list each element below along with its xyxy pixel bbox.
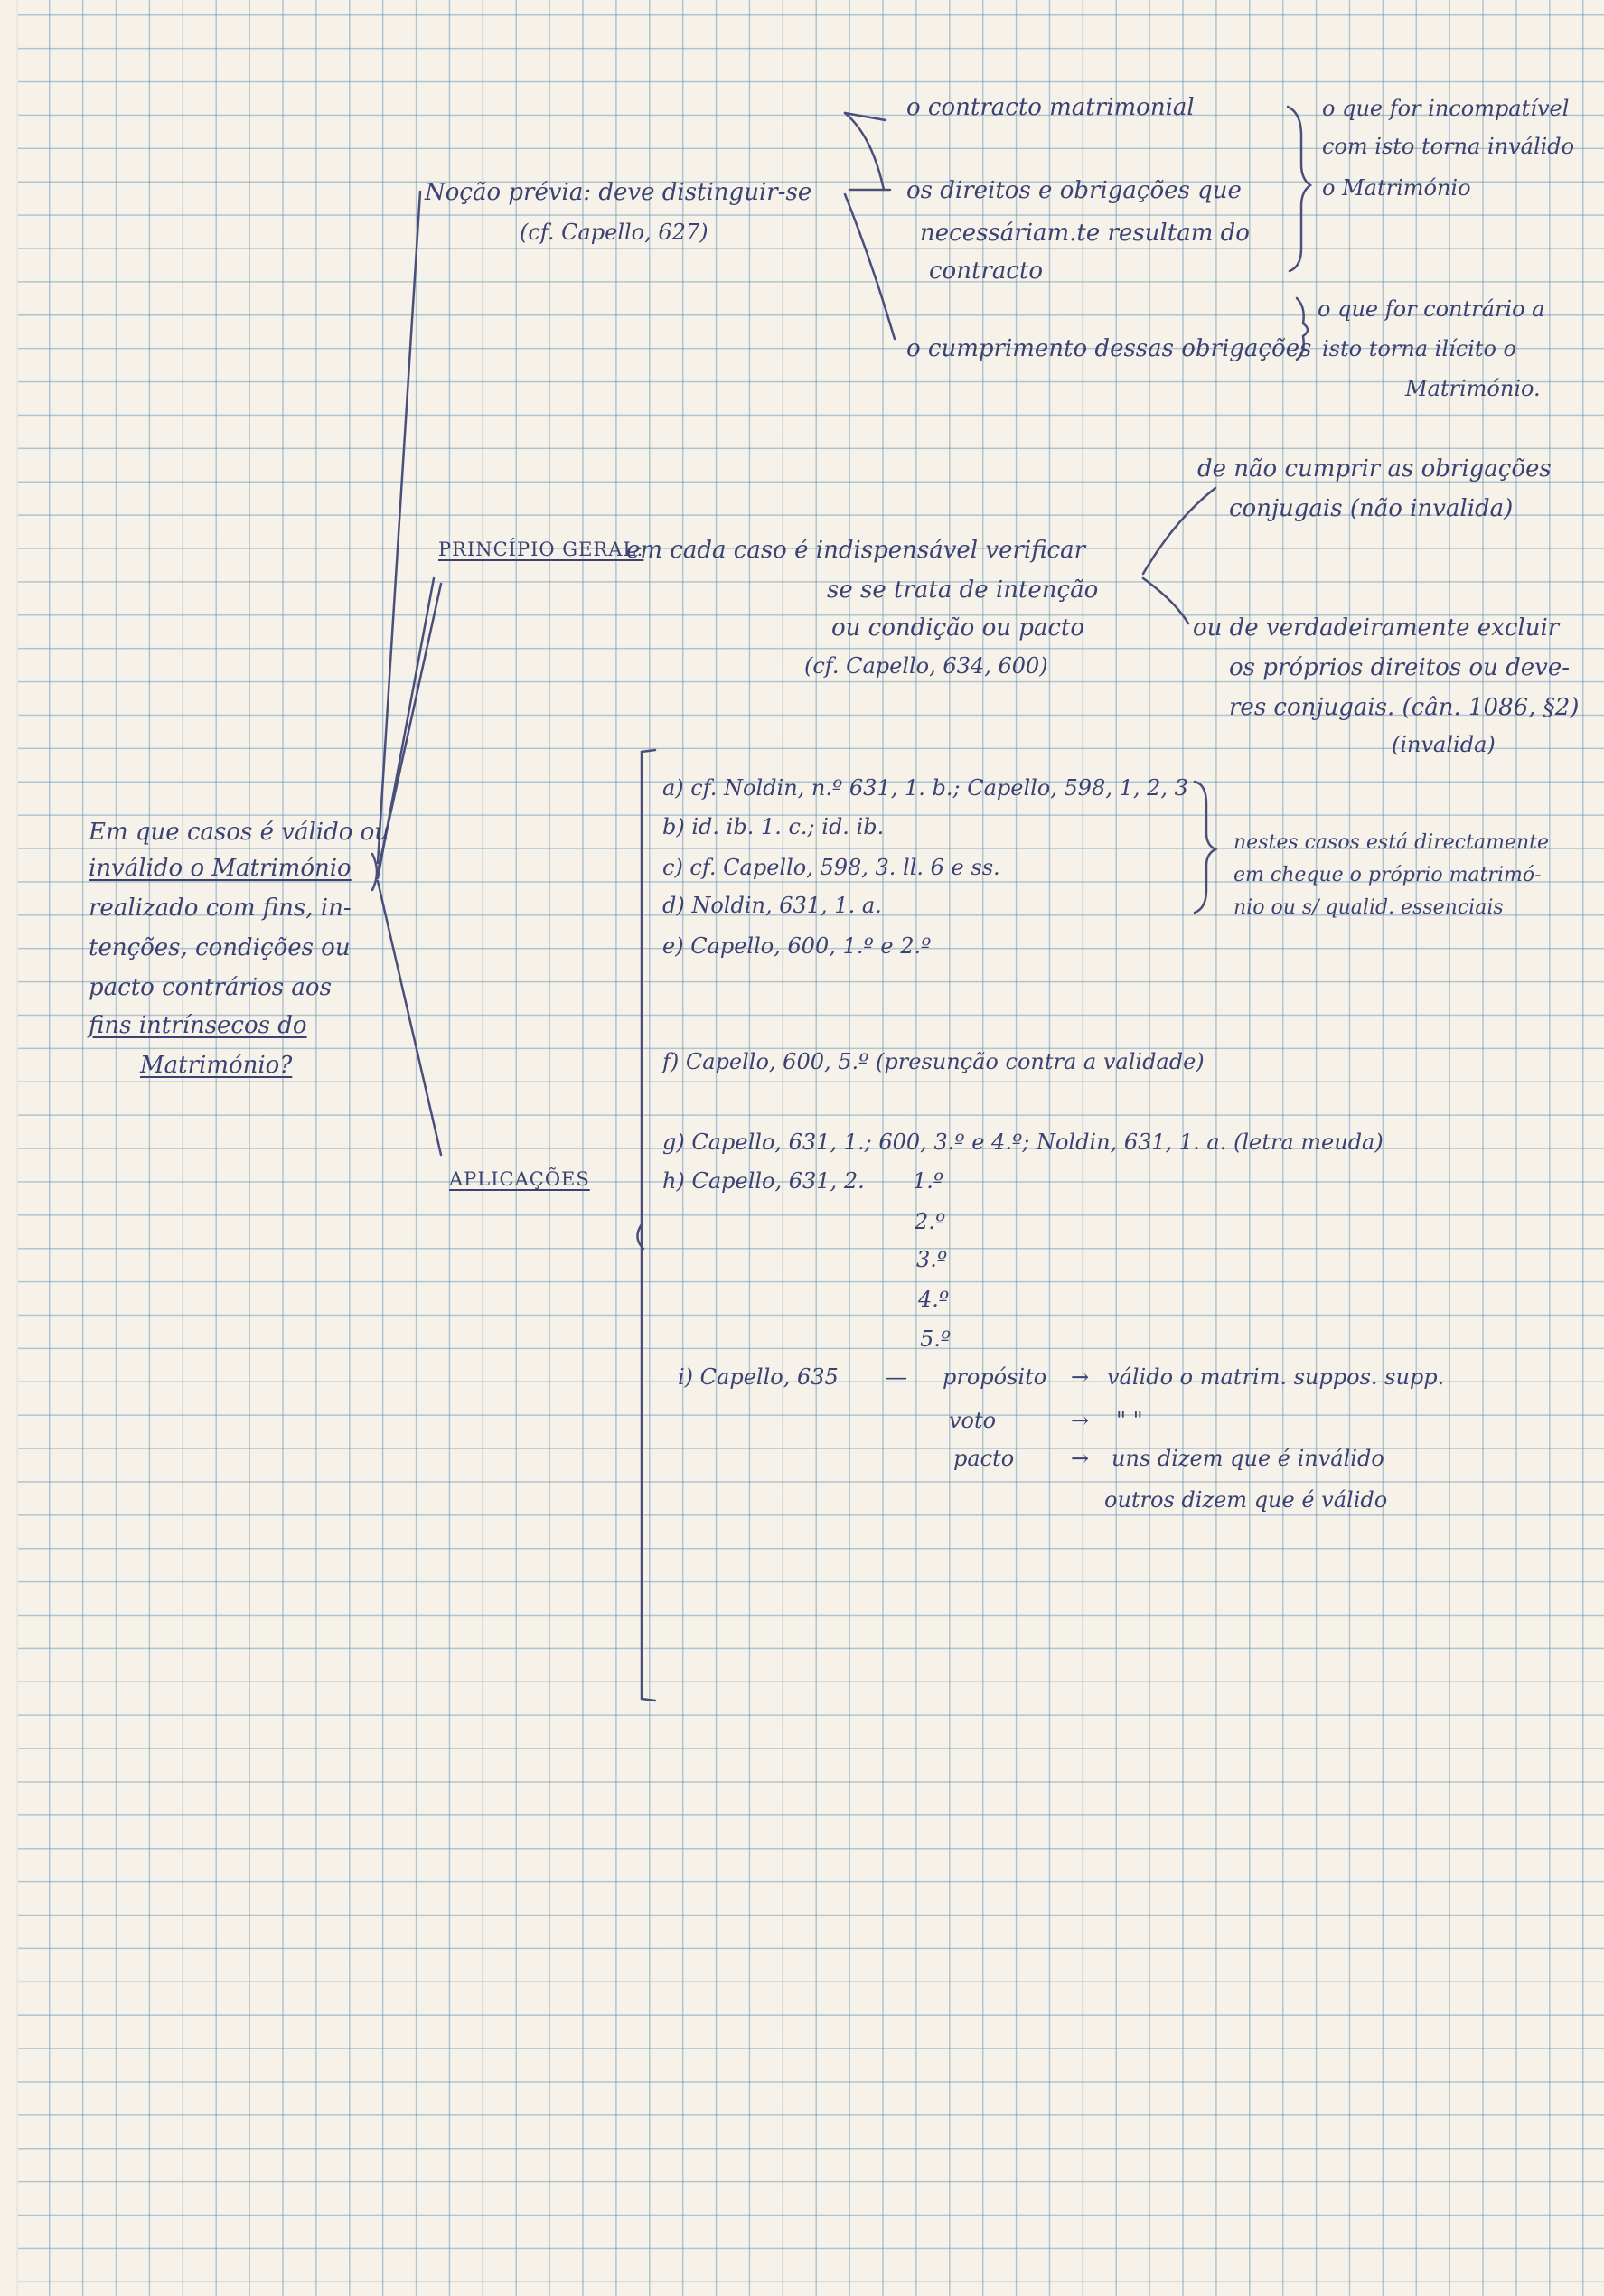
aplicacao-i-result-3: uns dizem que é inválido [1112, 1446, 1384, 1471]
principio-line-1: em cada caso é indispensável verificar [626, 537, 1086, 564]
aplicacao-g: g) Capello, 631, 1.; 600, 3.º e 4.º; Noldin, 631, 1. a. (letra meuda) [662, 1129, 1384, 1155]
aplicacao-i-arrow-2: → [1071, 1408, 1090, 1433]
nocao-note-1a: o que for incompatível [1322, 96, 1570, 121]
question-line-1: Em que casos é válido ou [89, 819, 390, 846]
aplicacao-h: h) Capello, 631, 2. [662, 1168, 865, 1194]
principio-option-2a: ou de verdadeiramente excluir [1193, 614, 1560, 642]
nocao-note-2b: isto torna ilícito o [1322, 336, 1516, 361]
principio-line-3: ou condição ou pacto [831, 614, 1085, 642]
aplicacao-i: i) Capello, 635 [678, 1364, 839, 1390]
right-brace-1 [1288, 107, 1310, 271]
aplicacao-i-result-1: válido o matrim. suppos. supp. [1107, 1364, 1445, 1390]
principio-option-1a: de não cumprir as obrigações [1197, 455, 1552, 483]
nocao-branch-2b: necessáriam.te resultam do [920, 220, 1250, 247]
aplicacao-i-label-2: voto [949, 1408, 997, 1433]
aplicacao-d: d) Noldin, 631, 1. a. [662, 893, 882, 918]
nocao-branch-3: o cumprimento dessas obrigações [906, 335, 1312, 362]
question-line-5: pacto contrários aos [89, 974, 332, 1001]
nocao-note-2a: o que for contrário a [1318, 296, 1545, 322]
question-line-7: Matrimónio? [140, 1052, 293, 1079]
aplicacao-i-arrow-3: → [1071, 1446, 1090, 1471]
principio-heading: PRINCÍPIO GERAL: [438, 539, 644, 560]
nocao-note-2c: Matrimónio. [1405, 376, 1541, 401]
aplicacao-i-arrow-1: → [1071, 1364, 1090, 1390]
aplicacoes-bracket [642, 750, 655, 1701]
question-brace [372, 854, 377, 890]
aplicacao-a: a) cf. Noldin, n.º 631, 1. b.; Capello, 598, 1, 2, 3 [662, 775, 1188, 801]
nocao-ref: (cf. Capello, 627) [520, 220, 708, 245]
principio-option-2b: os próprios direitos ou deve- [1229, 654, 1570, 681]
nocao-note-1c: o Matrimónio [1322, 175, 1471, 201]
question-line-2: inválido o Matrimónio [89, 855, 352, 882]
nocao-upper [845, 113, 884, 190]
aplicacoes-heading: APLICAÇÕES [449, 1168, 590, 1190]
fan-line-aplicacoes [378, 881, 441, 1155]
ae-brace [1195, 782, 1215, 913]
question-line-6: fins intrínsecos do [89, 1012, 307, 1039]
principio-ref: (cf. Capello, 634, 600) [804, 653, 1048, 679]
aplicacao-b: b) id. ib. 1. c.; id. ib. [662, 814, 885, 839]
nocao-note-1b: com isto torna inválido [1322, 134, 1575, 159]
nocao-branch-1: o contracto matrimonial [906, 94, 1195, 121]
aplicacao-i-extra: outros dizem que é válido [1104, 1487, 1388, 1513]
aplicacao-c: c) cf. Capello, 598, 3. ll. 6 e ss. [662, 855, 1000, 880]
aplicacao-i-result-2: " " [1116, 1408, 1143, 1433]
nocao-branch-2a: os direitos e obrigações que [906, 177, 1242, 204]
principio-line-2: se se trata de intenção [827, 576, 1099, 604]
question-line-3: realizado com fins, in- [89, 895, 352, 922]
principio-option-1b: conjugais (não invalida) [1229, 495, 1514, 522]
principio-fork-down [1143, 578, 1188, 623]
aplicacao-i-dash: — [886, 1364, 907, 1390]
aplicacao-i-label-3: pacto [953, 1446, 1015, 1471]
aplicacao-h-num-5: 5.º [920, 1326, 952, 1352]
aplicacao-i-label-1: propósito [943, 1364, 1047, 1390]
aplicacao-note-b: em cheque o próprio matrimó- [1233, 864, 1542, 886]
question-line-4: tenções, condições ou [89, 934, 351, 961]
aplicacao-h-num-2: 2.º [915, 1209, 946, 1234]
nocao-branch-2c: contracto [929, 258, 1044, 285]
aplicacao-h-num-4: 4.º [918, 1287, 950, 1312]
aplicacao-h-num-1: 1.º [913, 1168, 944, 1194]
aplicacao-note-c: nio ou s/ qualid. essenciais [1233, 896, 1504, 919]
principio-option-2c: res conjugais. (cân. 1086, §2) [1229, 694, 1580, 721]
aplicacao-note-a: nestes casos está directamente [1233, 831, 1549, 854]
aplicacao-e: e) Capello, 600, 1.º e 2.º [662, 933, 932, 959]
principio-option-2d: (invalida) [1392, 732, 1496, 757]
nocao-lower [845, 194, 895, 339]
nocao-heading: Noção prévia: deve distinguir-se [425, 179, 812, 206]
aplicacao-f: f) Capello, 600, 5.º (presunção contra a validade) [662, 1049, 1205, 1074]
principio-fork-up [1143, 488, 1215, 574]
aplicacao-h-num-3: 3.º [916, 1247, 948, 1272]
